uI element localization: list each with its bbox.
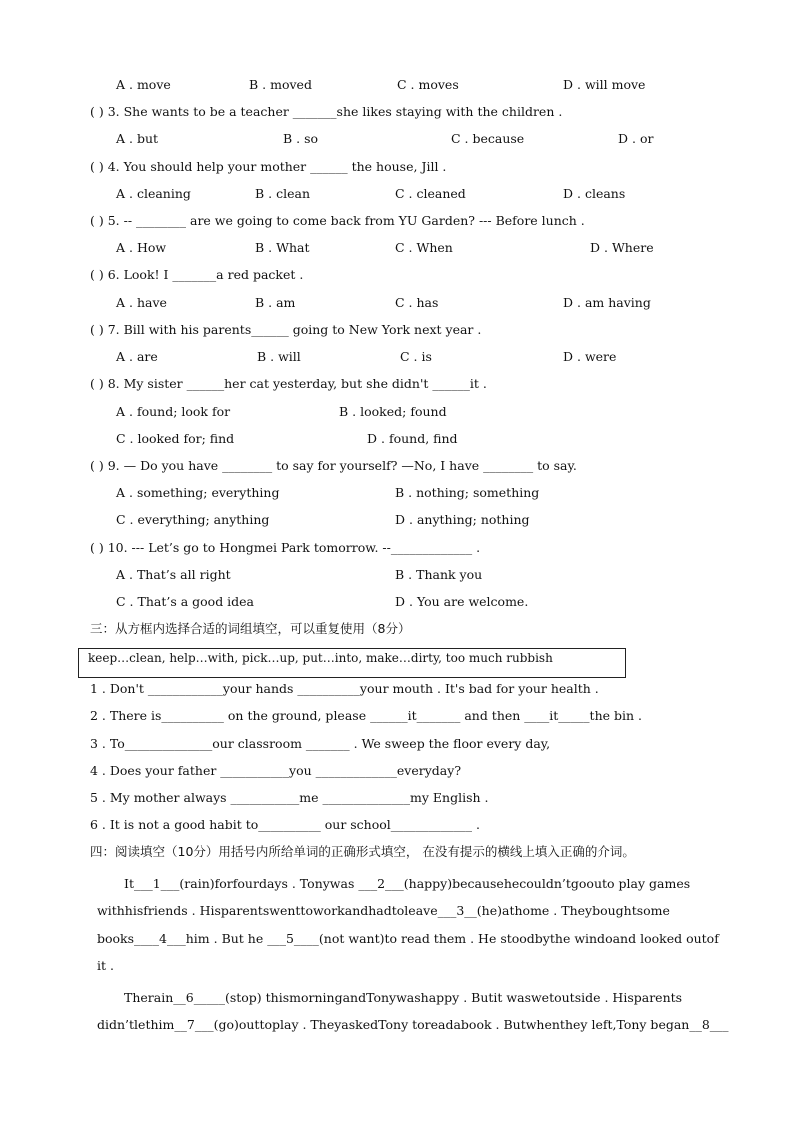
word-box-text: keep…clean, help…with, pick…up, put…into, make…dirty, too much rubbish [88,651,553,665]
option: B . moved [249,77,312,92]
option: D . Where [590,240,654,255]
option: D . will move [563,77,646,92]
option: B . nothing; something [395,485,540,500]
option: C . is [400,349,432,364]
question-stem: ( ) 6. Look! I _______a red packet . [90,267,304,282]
option: C . moves [397,77,459,92]
fill-item: 2 . There is__________ on the ground, please ______it_______ and then ____it_____the bin . [90,708,643,723]
fill-item: 6 . It is not a good habit to__________ our school_____________ . [90,817,480,832]
paragraph-line: books____4___him . But he ___5____(not want)to read them . He stoodbythe windoand looked outof [97,931,719,946]
option: D . anything; nothing [395,512,530,527]
section-4-title: 四：阅读填空（10分）用括号内所给单词的正确形式填空， 在没有提示的横线上填入正确的介词。 [90,844,635,859]
option: C . because [451,131,525,146]
paragraph-line: didn’tlethim__7___(go)outtoplay . TheyaskedTony toreadabook . Butwhenthey left,Tony began__8___ [97,1017,729,1032]
option: D . You are welcome. [395,594,529,609]
option: A . have [116,295,167,310]
option: C . has [395,295,439,310]
option: C . everything; anything [116,512,270,527]
paragraph-line: withhisfriends . Hisparentswenttoworkandhadtoleave___3__(he)athome . Theyboughtsome [97,903,670,918]
fill-item: 1 . Don't ____________your hands __________your mouth . It's bad for your health . [90,681,599,696]
question-stem: ( ) 9. — Do you have ________ to say for yourself? —No, I have ________ to say. [90,458,577,473]
paragraph-line: It___1___(rain)forfourdays . Tonywas ___2___(happy)becausehecouldn’tgoouto play games [124,876,691,891]
option: A . found; look for [116,404,231,419]
option: B . clean [255,186,311,201]
option: B . What [255,240,310,255]
option: A . but [116,131,159,146]
paragraph-line: Therain__6_____(stop) thismorningandTonywashappy . Butit waswetoutside . Hisparents [124,990,683,1005]
option: D . found, find [367,431,458,446]
question-stem: ( ) 7. Bill with his parents______ going to New York next year . [90,322,482,337]
option: A . That’s all right [116,567,231,582]
option: D . or [618,131,654,146]
section-3-title: 三：从方框内选择合适的词组填空，可以重复使用（8分） [90,621,411,636]
option: C . That’s a good idea [116,594,255,609]
option: A . move [116,77,171,92]
question-stem: ( ) 3. She wants to be a teacher _______she likes staying with the children . [90,104,563,119]
option: A . something; everything [116,485,280,500]
question-stem: ( ) 8. My sister ______her cat yesterday, but she didn't ______it . [90,376,487,391]
option: B . am [255,295,296,310]
option: C . cleaned [395,186,466,201]
option: C . When [395,240,453,255]
option: D . am having [563,295,651,310]
option: C . looked for; find [116,431,235,446]
question-stem: ( ) 5. -- ________ are we going to come back from YU Garden? --- Before lunch . [90,213,585,228]
option: D . cleans [563,186,626,201]
option: D . were [563,349,617,364]
option: B . looked; found [339,404,447,419]
fill-item: 4 . Does your father ___________you _____________everyday? [90,763,462,778]
fill-item: 5 . My mother always ___________me ______________my English . [90,790,489,805]
option: A . How [116,240,167,255]
option: A . are [116,349,158,364]
paragraph-line: it . [97,958,114,973]
question-stem: ( ) 10. --- Let’s go to Hongmei Park tomorrow. --_____________ . [90,540,481,555]
option: B . Thank you [395,567,483,582]
question-stem: ( ) 4. You should help your mother ______ the house, Jill . [90,159,447,174]
option: A . cleaning [116,186,191,201]
option: B . so [283,131,319,146]
fill-item: 3 . To______________our classroom _______ . We sweep the floor every day, [90,736,551,751]
option: B . will [257,349,301,364]
